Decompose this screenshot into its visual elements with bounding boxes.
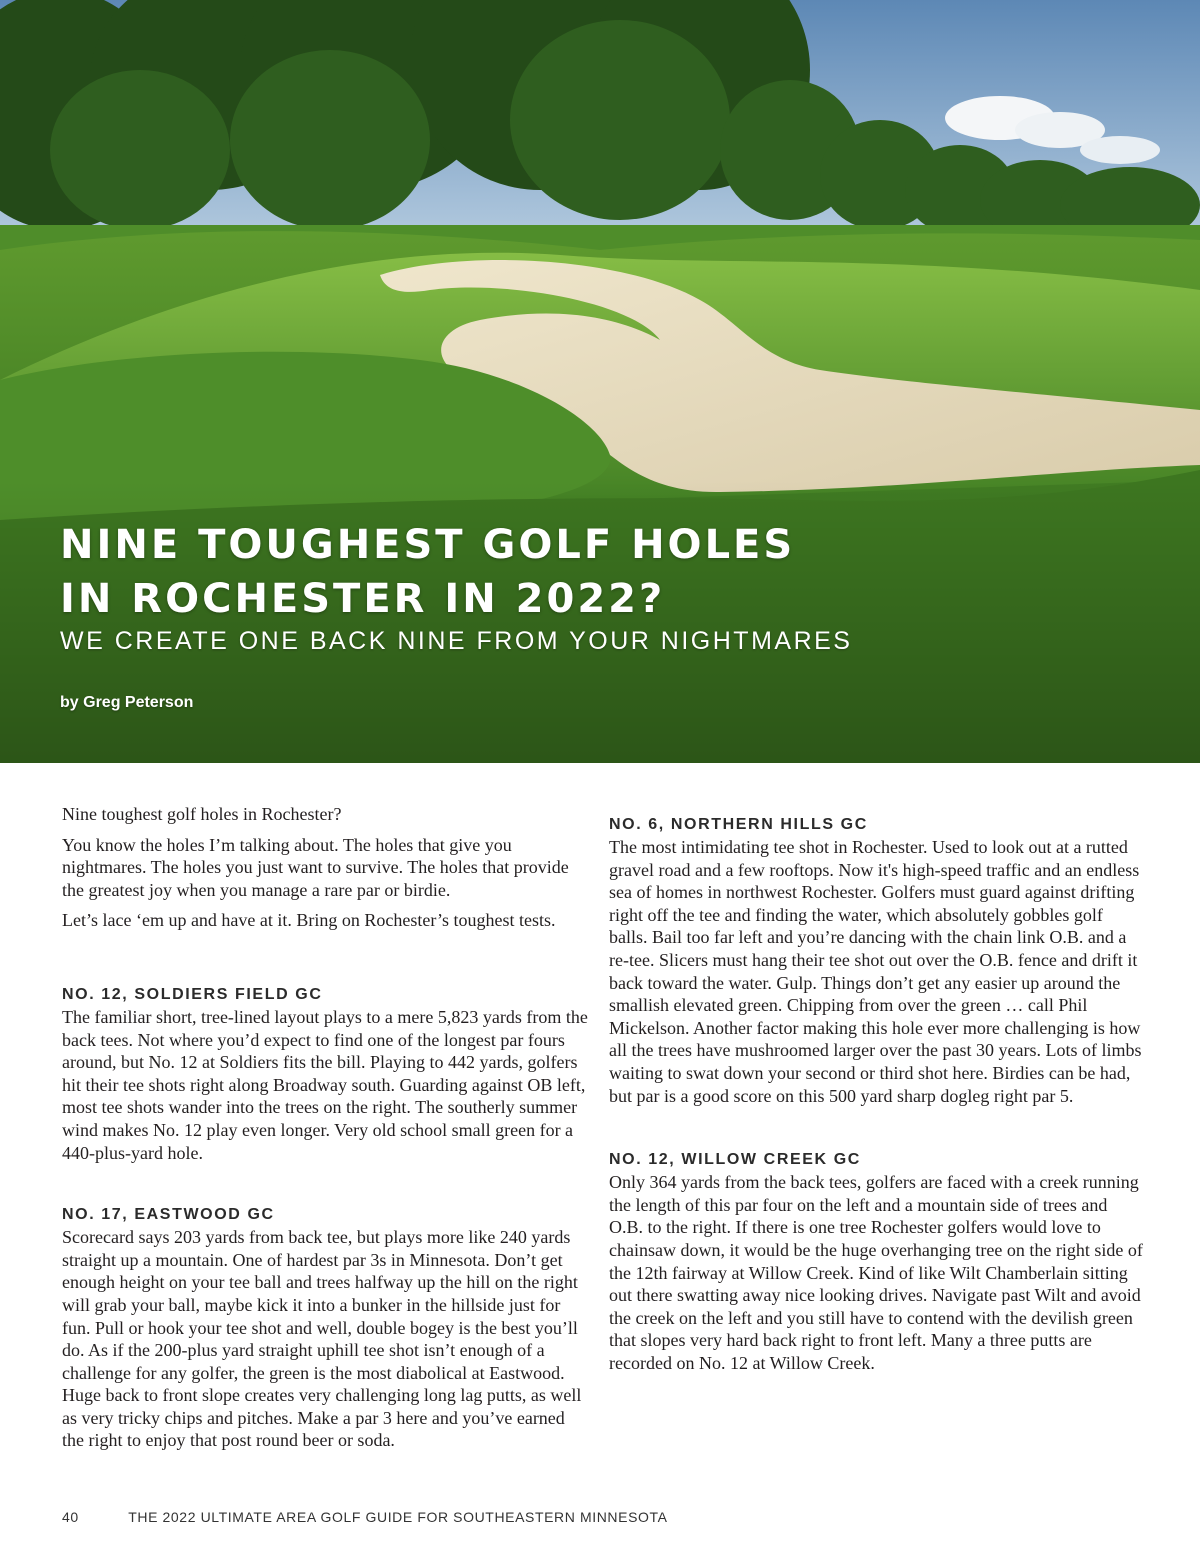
article-title (60, 518, 852, 626)
hole-section (62, 984, 590, 1164)
hole-description: The familiar short, tree-lined layout plays to a mere 5,823 yards from the back tees. Not where you’d expect to find one of the longest par fours around, but No. 12 at Soldiers fits the bill. Playing to 442 yards, golfers hit their tee shots right along Broadway south. Guarding against OB left, most tee shots wander into the trees on the right. The southerly summer wind makes No. 12 play even longer. Very old school small green for a 440-plus-yard hole. (62, 1006, 588, 1163)
hole-heading: NO. 6, NORTHERN HILLS GC (609, 816, 868, 833)
hole-description: The most intimidating tee shot in Rochester. Used to look out at a rutted gravel road and a few rooftops. Now it's high-speed traffic and an endless sea of homes in northwest Rochester. Golfers must guard against drifting right off the tee and finding the water, which absolutely gobbles golf balls. Bail too far left and you’re dancing with the chain link O.B. and a re-tee. Slicers must hang their tee shot out over the O.B. fence and drift it back toward the water. Gulp. Things don’t get any easier up around the smallish elevated green. Chipping from over the green … call Phil Mickelson. Another factor making this hole ever more challenging is how all the trees have mushroomed larger over the past 30 years. Lots of limbs waiting to swat down your second or third shot here. Birdies can be had, but par is a good score on this 500 yard sharp dogleg right par 5. (609, 837, 1142, 1106)
hole-heading: NO. 12, SOLDIERS FIELD GC (62, 985, 323, 1003)
article-title-line1: NINE TOUGHEST GOLF HOLES (60, 522, 796, 568)
article-title-line2: IN ROCHESTER IN 2022? (60, 576, 666, 622)
hole-description: Scorecard says 203 yards from back tee, but plays more like 240 yards straight up a mountain. One of hardest par 3s in Minnesota. Don’t get enough height on your tee ball and trees halfway up the hill on the right will grab your ball, maybe kick it into a bunker in the hillside just for fun. Pull or hook your tee shot and well, double bogey is the best you’ll do. As if the 200-plus yard straight uphill tee shot isn’t enough of a challenge for any golfer, the green is the most diabolical at Eastwood. Huge back to front slope creates very challenging long lag putts, as well as very tricky chips and pitches. Make a par 3 here and you’ve earned the right to enjoy that post round beer or soda. (62, 1227, 582, 1451)
hero-photo (0, 0, 1200, 763)
hero-text-block (60, 518, 852, 712)
byline: by Greg Peterson (60, 694, 194, 711)
hole-section (62, 1204, 590, 1452)
hole-heading: NO. 17, EASTWOOD GC (62, 1206, 275, 1224)
page-footer (62, 1509, 668, 1525)
intro-paragraph: Let’s lace ‘em up and have at it. Bring on Rochester’s toughest tests. (62, 910, 556, 931)
right-column (609, 814, 1144, 1374)
hole-heading: NO. 12, WILLOW CREEK GC (609, 1151, 861, 1169)
publication-name: THE 2022 ULTIMATE AREA GOLF GUIDE FOR SOUTHEASTERN MINNESOTA (128, 1509, 668, 1525)
article-subtitle: WE CREATE ONE BACK NINE FROM YOUR NIGHTMARES (60, 627, 853, 655)
hole-description: Only 364 yards from the back tees, golfers are faced with a creek running the length of this par four on the left and a mountain side of trees and O.B. to the right. If there is one tree Rochester golfers would love to chainsaw down, it would be the huge overhanging tree on the right side of the 12th fairway at Willow Creek. Kind of like Wilt Chamberlain sitting out there swatting away nice looking drives. Navigate past Wilt and avoid the creek on the left and you still have to contend with the devilish green that slopes very hard back right to front left. Many a three putts are recorded on No. 12 at Willow Creek. (609, 1172, 1143, 1373)
intro-paragraph: You know the holes I’m talking about. The holes that give you nightmares. The holes you just want to survive. The holes that provide the greatest joy when you manage a rare par or birdie. (62, 834, 569, 900)
left-column (62, 803, 590, 1452)
hole-section (609, 1149, 1144, 1374)
hole-section (609, 814, 1144, 1107)
intro (62, 803, 590, 932)
intro-paragraph: Nine toughest golf holes in Rochester? (62, 804, 342, 824)
page-number: 40 (62, 1509, 79, 1525)
